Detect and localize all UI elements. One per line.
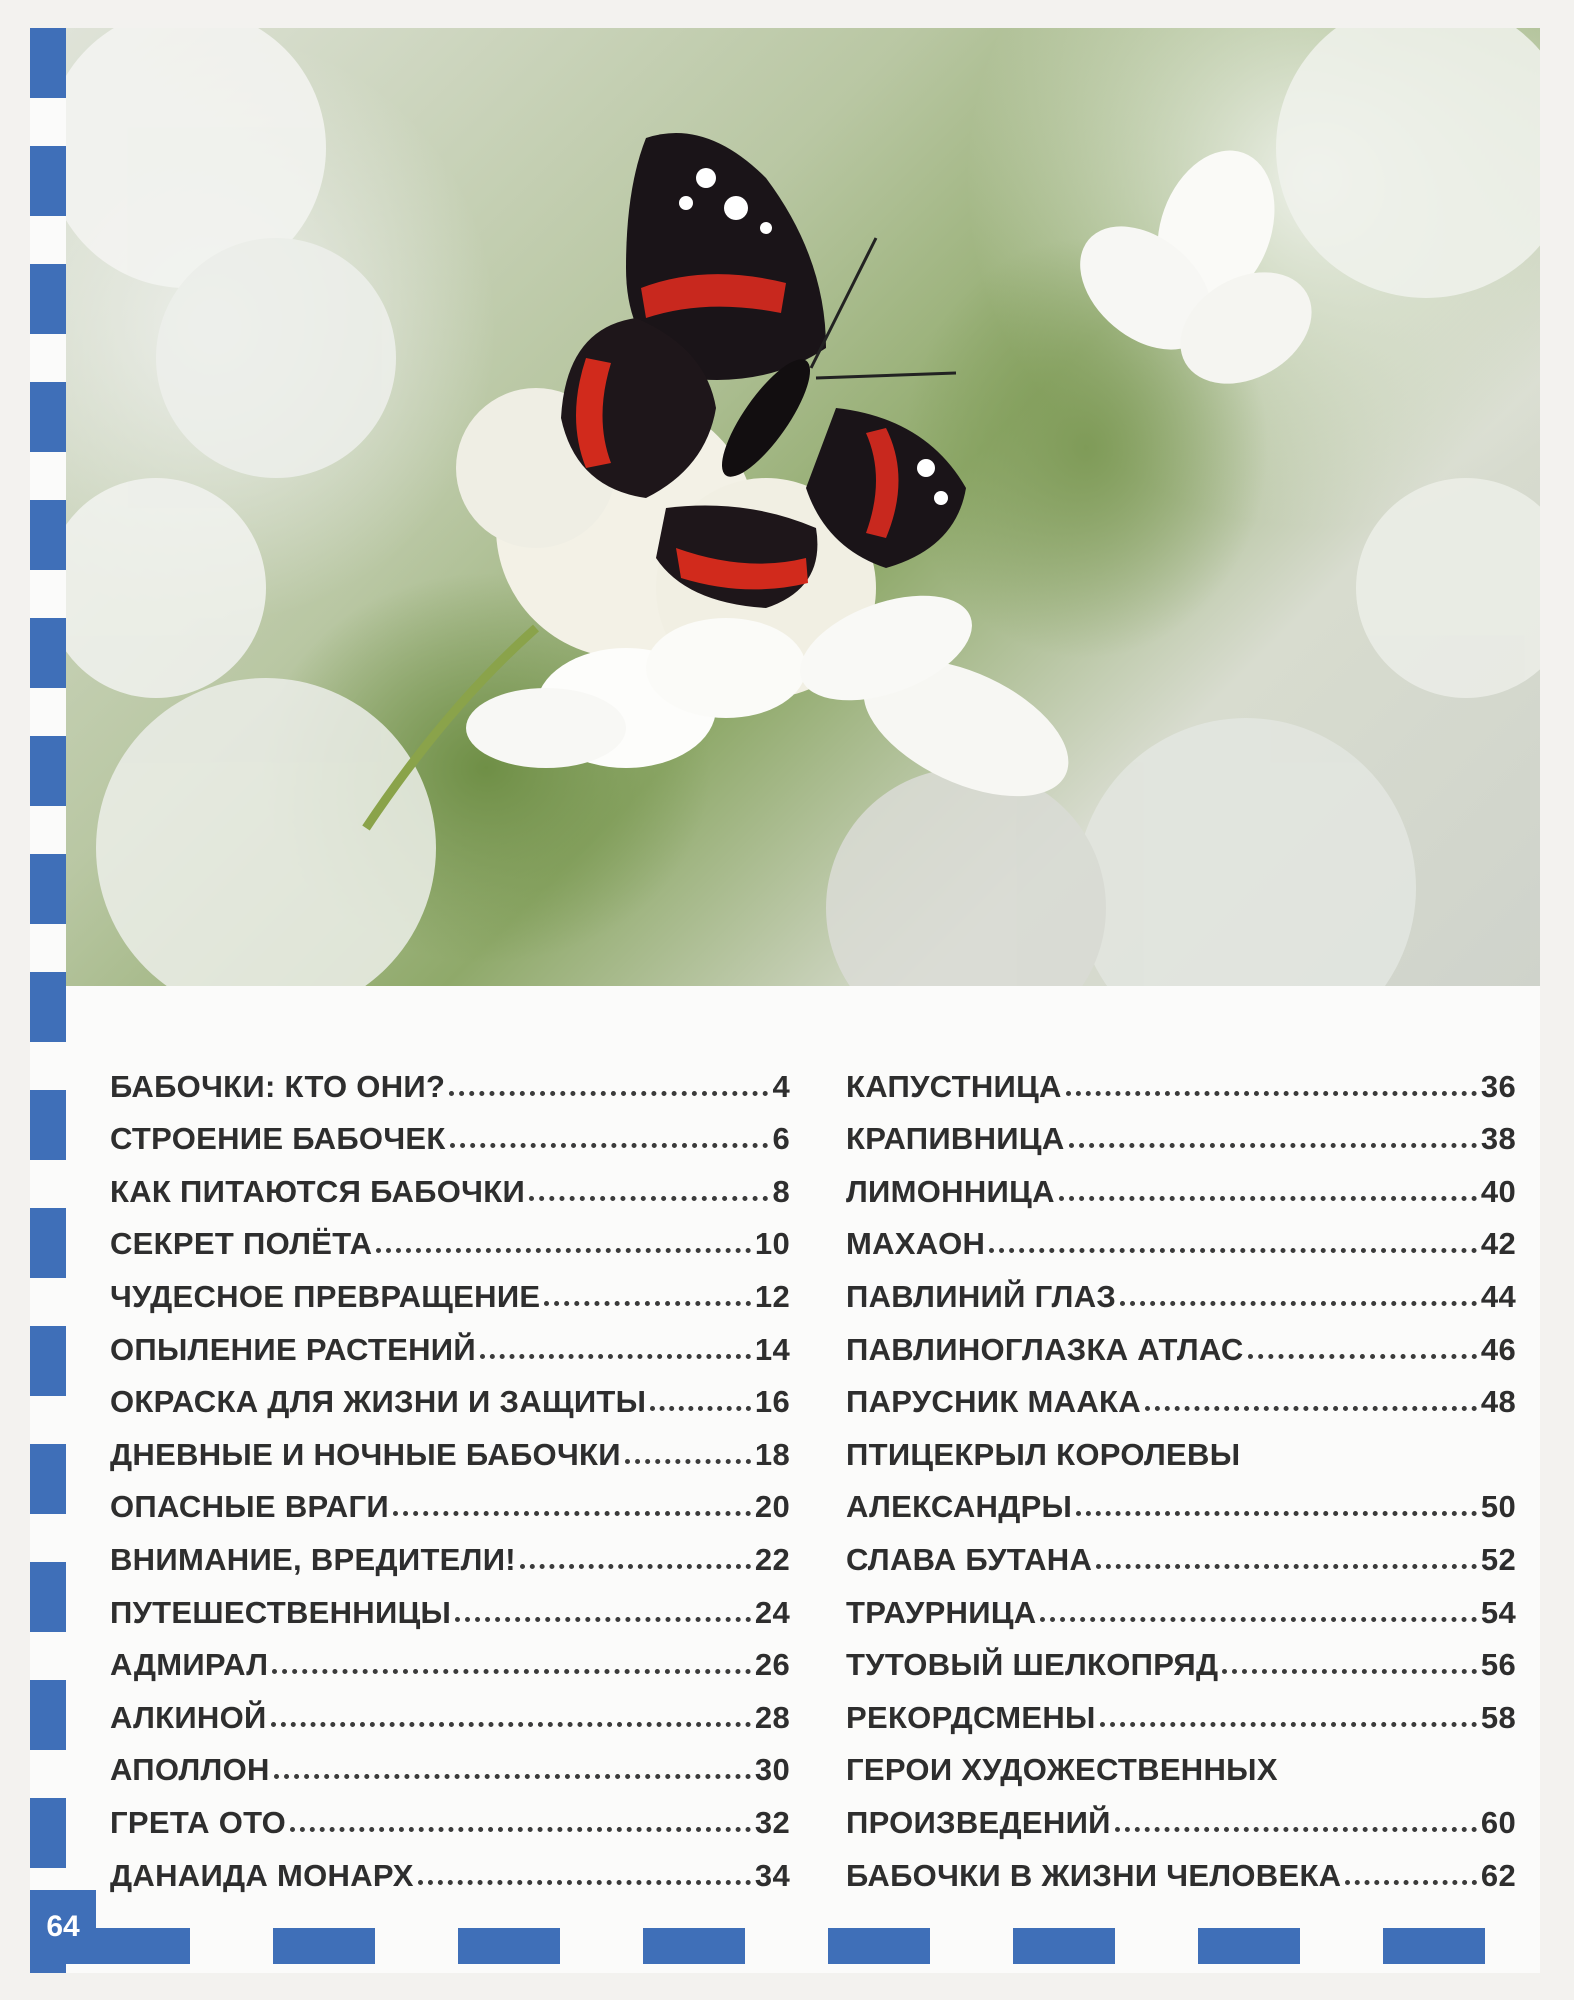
toc-entry[interactable] bbox=[846, 1315, 1516, 1368]
toc-leader-dots bbox=[1096, 1564, 1477, 1569]
toc-entry-page: 4 bbox=[772, 1068, 790, 1104]
toc-leader-dots bbox=[520, 1564, 751, 1569]
toc-entry[interactable] bbox=[110, 1683, 790, 1736]
toc-entry[interactable] bbox=[846, 1052, 1516, 1105]
toc-entry-page: 34 bbox=[754, 1857, 790, 1893]
toc-entry[interactable] bbox=[846, 1788, 1516, 1841]
toc-entry[interactable] bbox=[110, 1420, 790, 1473]
toc-entry[interactable] bbox=[110, 1525, 790, 1578]
bottom-dashed-border bbox=[30, 1928, 1540, 1964]
toc-leader-dots bbox=[1040, 1617, 1476, 1622]
toc-entry-title: ПАВЛИНОГЛАЗКА АТЛАС bbox=[846, 1331, 1244, 1367]
toc-entry[interactable] bbox=[110, 1368, 790, 1421]
toc-leader-dots bbox=[271, 1722, 751, 1727]
toc-entry-page: 44 bbox=[1480, 1278, 1516, 1314]
toc-leader-dots bbox=[1345, 1880, 1477, 1885]
toc-entry[interactable] bbox=[846, 1473, 1516, 1526]
toc-entry[interactable] bbox=[110, 1473, 790, 1526]
toc-entry-title: СЕКРЕТ ПОЛЁТА bbox=[110, 1226, 373, 1262]
toc-entry-page: 42 bbox=[1480, 1226, 1516, 1262]
toc-right-column bbox=[846, 1052, 1516, 1894]
toc-entry-page: 38 bbox=[1480, 1121, 1516, 1157]
toc-entry[interactable] bbox=[846, 1210, 1516, 1263]
toc-entry-page: 26 bbox=[754, 1647, 790, 1683]
toc-entry-page: 6 bbox=[772, 1121, 790, 1157]
toc-entry[interactable] bbox=[110, 1157, 790, 1210]
toc-leader-dots bbox=[455, 1617, 751, 1622]
toc-entry-title: БАБОЧКИ: КТО ОНИ? bbox=[110, 1068, 446, 1104]
toc-entry-page: 60 bbox=[1480, 1804, 1516, 1840]
toc-entry-title: ПАВЛИНИЙ ГЛАЗ bbox=[846, 1278, 1117, 1314]
toc-leader-dots bbox=[450, 1143, 769, 1148]
toc-leader-dots bbox=[480, 1354, 751, 1359]
toc-entry-page: 32 bbox=[754, 1804, 790, 1840]
toc-entry-title: АЛЕКСАНДРЫ bbox=[846, 1489, 1073, 1525]
toc-entry[interactable] bbox=[110, 1841, 790, 1894]
toc-entry-page: 16 bbox=[754, 1384, 790, 1420]
toc-leader-dots bbox=[1069, 1143, 1477, 1148]
toc-entry-page: 8 bbox=[772, 1173, 790, 1209]
toc-entry-title: КАК ПИТАЮТСЯ БАБОЧКИ bbox=[110, 1173, 526, 1209]
toc-entry-page: 58 bbox=[1480, 1699, 1516, 1735]
toc-leader-dots bbox=[1222, 1669, 1477, 1674]
toc-entry-title: ОПАСНЫЕ ВРАГИ bbox=[110, 1489, 389, 1525]
toc-entry-title: ПРОИЗВЕДЕНИЙ bbox=[846, 1804, 1111, 1840]
toc-entry-title: СЛАВА БУТАНА bbox=[846, 1541, 1093, 1577]
toc-leader-dots bbox=[393, 1511, 751, 1516]
toc-entry-title: БАБОЧКИ В ЖИЗНИ ЧЕЛОВЕКА bbox=[846, 1857, 1342, 1893]
toc-entry-page: 48 bbox=[1480, 1384, 1516, 1420]
toc-entry-page: 22 bbox=[754, 1541, 790, 1577]
toc-entry-title: СТРОЕНИЕ БАБОЧЕК bbox=[110, 1121, 446, 1157]
toc-entry-title: ГРЕТА ОТО bbox=[110, 1804, 287, 1840]
toc-entry-title: РЕКОРДСМЕНЫ bbox=[846, 1699, 1096, 1735]
toc-entry[interactable] bbox=[110, 1262, 790, 1315]
toc-entry[interactable] bbox=[110, 1052, 790, 1105]
toc-entry-page: 50 bbox=[1480, 1489, 1516, 1525]
toc-entry[interactable] bbox=[846, 1262, 1516, 1315]
toc-left-column bbox=[110, 1052, 790, 1894]
toc-entry-title: КАПУСТНИЦА bbox=[846, 1068, 1062, 1104]
toc-entry[interactable] bbox=[110, 1210, 790, 1263]
toc-entry-page: 56 bbox=[1480, 1647, 1516, 1683]
toc-entry-page: 28 bbox=[754, 1699, 790, 1735]
toc-entry-title: КРАПИВНИЦА bbox=[846, 1121, 1065, 1157]
toc-entry[interactable] bbox=[846, 1578, 1516, 1631]
toc-entry-title: АПОЛЛОН bbox=[110, 1752, 270, 1788]
toc-entry-page: 14 bbox=[754, 1331, 790, 1367]
toc-entry-title: ТУТОВЫЙ ШЕЛКОПРЯД bbox=[846, 1647, 1219, 1683]
toc-entry-title: ЧУДЕСНОЕ ПРЕВРАЩЕНИЕ bbox=[110, 1278, 541, 1314]
toc-entry[interactable] bbox=[110, 1105, 790, 1158]
toc-entry[interactable] bbox=[846, 1368, 1516, 1421]
toc-entry-page: 54 bbox=[1480, 1594, 1516, 1630]
toc-entry-title: МАХАОН bbox=[846, 1226, 986, 1262]
toc-entry-title: ПУТЕШЕСТВЕННИЦЫ bbox=[110, 1594, 452, 1630]
toc-entry[interactable] bbox=[846, 1157, 1516, 1210]
toc-entry[interactable] bbox=[846, 1631, 1516, 1684]
toc-entry-title: АДМИРАЛ bbox=[110, 1647, 269, 1683]
toc-entry-page: 30 bbox=[754, 1752, 790, 1788]
toc-entry-title: ОПЫЛЕНИЕ РАСТЕНИЙ bbox=[110, 1331, 476, 1367]
butterfly-photo bbox=[66, 28, 1540, 986]
toc-entry-page: 10 bbox=[754, 1226, 790, 1262]
toc-leader-dots bbox=[274, 1774, 751, 1779]
toc-entry-title: ОКРАСКА ДЛЯ ЖИЗНИ И ЗАЩИТЫ bbox=[110, 1384, 647, 1420]
toc-entry[interactable] bbox=[110, 1736, 790, 1789]
toc-entry-title: АЛКИНОЙ bbox=[110, 1699, 267, 1735]
toc-entry[interactable] bbox=[846, 1105, 1516, 1158]
toc-entry-page: 62 bbox=[1480, 1857, 1516, 1893]
toc-entry[interactable] bbox=[846, 1420, 1516, 1473]
toc-entry-title: ТРАУРНИЦА bbox=[846, 1594, 1037, 1630]
toc-entry-title: ДНЕВНЫЕ И НОЧНЫЕ БАБОЧКИ bbox=[110, 1436, 621, 1472]
toc-leader-dots bbox=[1059, 1196, 1477, 1201]
toc-entry[interactable] bbox=[846, 1841, 1516, 1894]
toc-entry[interactable] bbox=[110, 1788, 790, 1841]
toc-leader-dots bbox=[1076, 1511, 1477, 1516]
toc-entry[interactable] bbox=[846, 1736, 1516, 1789]
toc-leader-dots bbox=[529, 1196, 768, 1201]
toc-entry-page: 46 bbox=[1480, 1331, 1516, 1367]
toc-leader-dots bbox=[1145, 1406, 1477, 1411]
toc-entry-title: ЛИМОННИЦА bbox=[846, 1173, 1055, 1209]
toc-entry-page: 36 bbox=[1480, 1068, 1516, 1104]
toc-leader-dots bbox=[449, 1091, 768, 1096]
toc-entry[interactable] bbox=[110, 1578, 790, 1631]
toc-leader-dots bbox=[272, 1669, 751, 1674]
toc-leader-dots bbox=[1120, 1301, 1477, 1306]
toc-entry-title: ДАНАИДА МОНАРХ bbox=[110, 1857, 414, 1893]
toc-entry-title: ВНИМАНИЕ, ВРЕДИТЕЛИ! bbox=[110, 1541, 516, 1577]
toc-leader-dots bbox=[625, 1459, 751, 1464]
toc-entry-page: 12 bbox=[754, 1278, 790, 1314]
toc-leader-dots bbox=[376, 1248, 751, 1253]
toc-leader-dots bbox=[1248, 1354, 1477, 1359]
toc-entry[interactable] bbox=[846, 1525, 1516, 1578]
toc-entry-page: 20 bbox=[754, 1489, 790, 1525]
toc-entry-page: 18 bbox=[754, 1436, 790, 1472]
toc-entry-page: 24 bbox=[754, 1594, 790, 1630]
toc-entry-title: ПТИЦЕКРЫЛ КОРОЛЕВЫ bbox=[846, 1436, 1241, 1472]
toc-entry-title: ГЕРОИ ХУДОЖЕСТВЕННЫХ bbox=[846, 1752, 1278, 1788]
toc-leader-dots bbox=[989, 1248, 1477, 1253]
toc-leader-dots bbox=[1115, 1827, 1477, 1832]
toc-entry-page: 40 bbox=[1480, 1173, 1516, 1209]
toc-leader-dots bbox=[544, 1301, 751, 1306]
toc-leader-dots bbox=[290, 1827, 751, 1832]
toc-entry[interactable] bbox=[110, 1631, 790, 1684]
toc-entry[interactable] bbox=[846, 1683, 1516, 1736]
toc-entry[interactable] bbox=[110, 1315, 790, 1368]
toc-entry-page: 52 bbox=[1480, 1541, 1516, 1577]
page-number: 64 bbox=[30, 1890, 96, 1964]
toc-leader-dots bbox=[1100, 1722, 1477, 1727]
left-dashed-border bbox=[30, 28, 66, 1973]
toc-leader-dots bbox=[650, 1406, 751, 1411]
toc-leader-dots bbox=[1066, 1091, 1477, 1096]
toc-leader-dots bbox=[418, 1880, 751, 1885]
toc-entry-title: ПАРУСНИК МААКА bbox=[846, 1384, 1141, 1420]
